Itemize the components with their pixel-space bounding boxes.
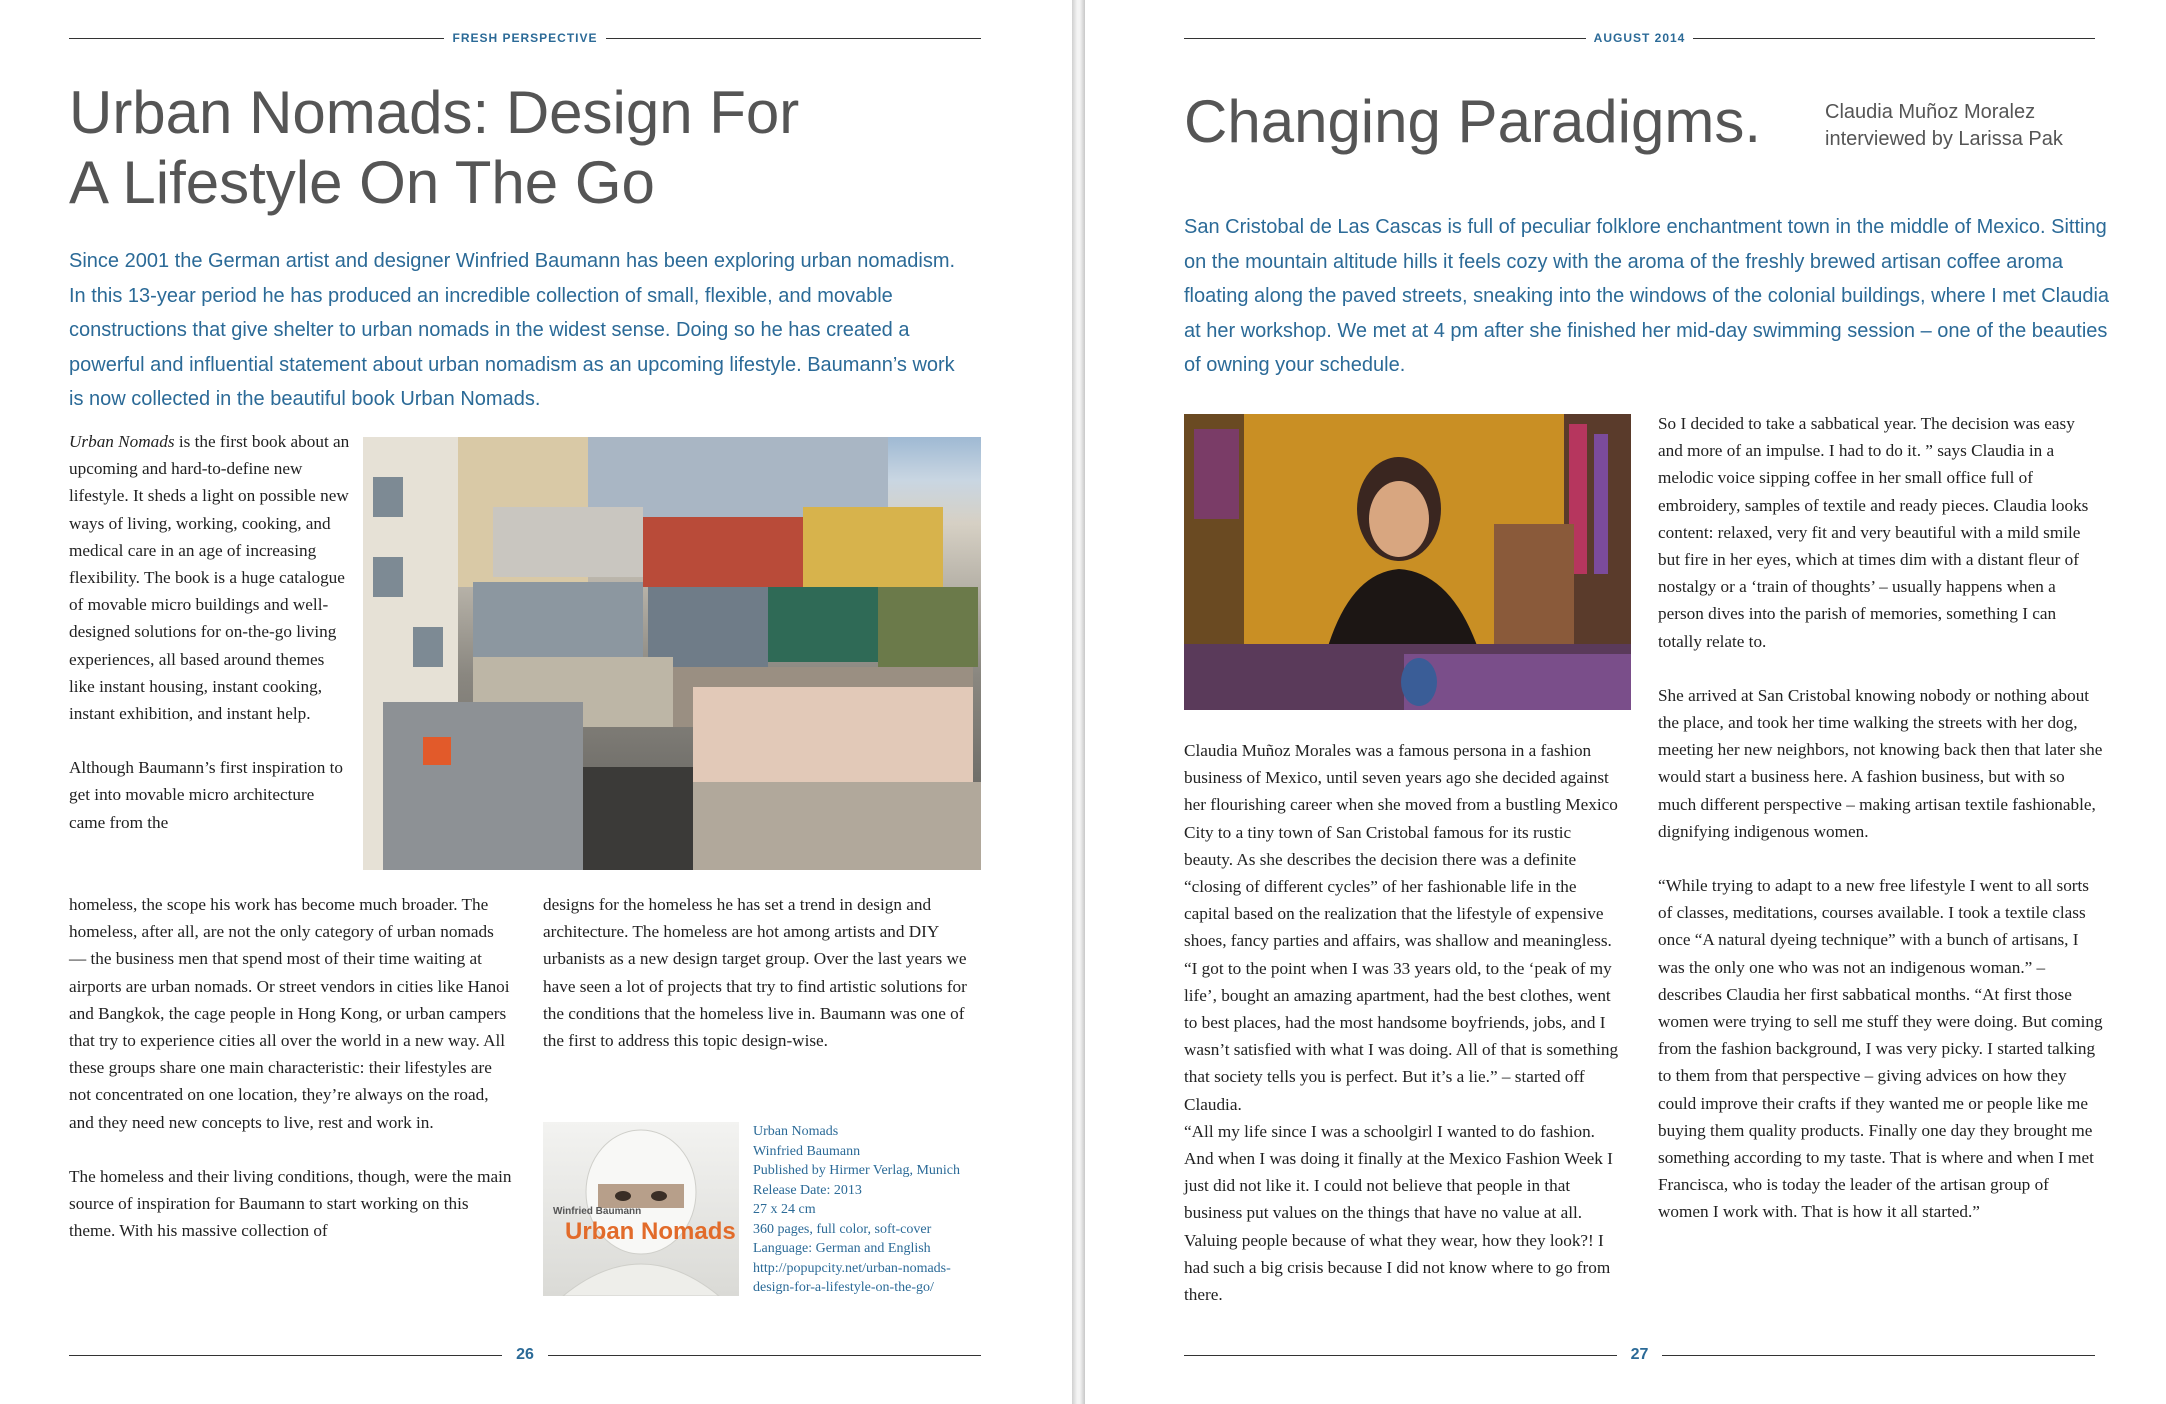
body-column-1 xyxy=(1184,737,1624,1308)
paragraph: “All my life since I was a schoolgirl I wanted to do fashion. And when I was doing it finally at the Mexico Fashion Week I just did not like it. I could not believe that people in that business put values on the things that have no value at all. Valuing people because of what they wear, how they look?! I had such a big crisis because I did not know where to go from there. xyxy=(1184,1121,1613,1305)
caption-line: Published by Hirmer Verlag, Munich xyxy=(753,1163,960,1178)
paragraph-text: is the first book about an upcoming and hard-to-define new lifestyle. It sheds a light on possible new ways of living, working, cooking, and medical care in an age of increasing flexibility. The book is a huge catalogue of movable micro buildings and well-designed solutions for on-the-go living experiences, all based around themes like instant housing, instant cooking, instant exhibition, and instant help. xyxy=(69,432,350,724)
headline-line: A Lifestyle On The Go xyxy=(69,148,655,216)
section-header xyxy=(1184,30,2095,46)
caption-line: Winfried Baumann xyxy=(753,1143,861,1159)
page-footer xyxy=(1184,1344,2095,1366)
body-column-1 xyxy=(69,891,514,1244)
body-column-2 xyxy=(1658,410,2103,1226)
left-page xyxy=(0,0,1072,1404)
section-label: AUGUST 2014 xyxy=(1593,31,1686,45)
paragraph: Although Baumann’s first inspiration to get into movable micro architecture came from the xyxy=(69,758,344,832)
paragraph: She arrived at San Cristobal knowing nobody or nothing about the place, and took her time walking the streets with her dog, meeting her new neighbors, not knowing back then that later she would start a business here. A fashion business, but with so much different perspective – making artisan textile fashionable, dignifying indigenous women. xyxy=(1658,685,2103,841)
paragraph: The homeless and their living conditions, though, were the main source of inspiration for Baumann to start working on this theme. With his massive collection of xyxy=(69,1166,512,1241)
page-footer xyxy=(69,1344,981,1366)
book-caption xyxy=(753,1122,1003,1298)
caption-line: Release Date: 2013 xyxy=(753,1182,862,1198)
section-header xyxy=(69,30,981,46)
claudia-portrait-photo xyxy=(1184,414,1631,710)
paragraph: Claudia Muñoz Morales was a famous persona in a fashion business of Mexico, until seven years ago she decided against her flourishing career when she moved from a bustling Mexico City to a tiny town of San Cristobal famous for its rustic beauty. As she describes the decision there was a definite “closing of different cycles” of her fashionable life in the capital based on the realization that the lifestyle of expensive shoes, fancy parties and affairs, was shallow and meaningless. “I got to the point when I was 33 years old, to the ‘peak of my life’, bought an amazing apartment, had the best clothes, went to best places, had the most handsome boyfriends, jobs, and I wasn’t satisfied with what I was doing. All of that is something that society tells you is perfect. But it’s a lie.” – started off Claudia. xyxy=(1184,741,1619,1114)
book-cover-title: Urban Nomads xyxy=(565,1218,736,1245)
caption-link[interactable]: design-for-a-lifestyle-on-the-go/ xyxy=(753,1280,934,1295)
caption-line: 360 pages, full color, soft-cover xyxy=(753,1221,932,1237)
byline-name: Claudia Muñoz Moralez xyxy=(1825,101,2036,123)
book-gutter xyxy=(1072,0,1085,1404)
portrait-illustration xyxy=(1184,414,1631,710)
article-lede: Since 2001 the German artist and designer Winfried Baumann has been exploring urban nomadism. In this 13-year period he has produced an incredible collection of small, flexible, and movable constructions that give shelter to urban nomads in the widest sense. Doing so he has created a powerful and influential statement about urban nomadism as an upcoming lifestyle. Baumann’s work is now collected in the beautiful book Urban Nomads. xyxy=(69,250,956,410)
byline-interviewer: interviewed by Larissa Pak xyxy=(1825,128,2063,150)
caption-line: 27 x 24 cm xyxy=(753,1202,816,1217)
paragraph xyxy=(69,428,354,727)
article-lede: San Cristobal de Las Cascas is full of peculiar folklore enchantment town in the middle of Mexico. Sitting on the mountain altitude hills it feels cozy with the aroma of the freshly brewed artisan coffee aroma floating along the paved streets, sneaking into the windows of the colonial buildings, where I met Claudia at her workshop. We met at 4 pm after she finished her mid-day swimming session – one of the beauties of owning your schedule. xyxy=(1184,216,2110,376)
paragraph: “While trying to adapt to a new free lifestyle I went to all sorts of classes, meditations, courses available. I took a textile class once “A natural dyeing technique” with a bunch of artisans, I was the only one who was not an indigenous woman.” – describes Claudia her first sabbatical months. “At first those women were trying to sell me stuff they were doing. But coming from the fashion background, I was very picky. I started talking to them from that perspective – giving advices on how they could improve their crafts if they wanted me or people like me buying them quality products. Finally one day they brought me something according to my taste. That is where and when I met Francisca, who is today the leader of the artisan group of women I work with. That is how it all started.” xyxy=(1658,876,2103,1222)
byline xyxy=(1825,99,2063,153)
book-cover-author: Winfried Baumann xyxy=(553,1206,642,1217)
urban-nomads-photo xyxy=(363,437,981,870)
paragraph: designs for the homeless he has set a trend in design and architecture. The homeless are hot among artists and DIY urbanists as a new design target group. Over the last years we have seen a lot of projects that try to find artistic solutions for the conditions that the homeless live in. Baumann was one of the first to address this topic design-wise. xyxy=(543,895,967,1051)
paragraph: homeless, the scope his work has become much broader. The homeless, after all, are not the only category of urban nomads — the business men that spend most of their time waiting at airports are urban nomads. Or street vendors in cities like Hanoi and Bangkok, the cage people in Hong Kong, or urban campers that try to experience cities all over the world in a new way. All these groups share one main characteristic: their lifestyles are not concentrated on one location, they’re always on the road, and they need new concepts to live, rest and work in. xyxy=(69,895,510,1132)
headline-line: Urban Nomads: Design For xyxy=(69,79,800,146)
section-label: FRESH PERSPECTIVE xyxy=(452,31,598,45)
page-number: 26 xyxy=(516,1346,534,1363)
book-cover-image xyxy=(543,1122,739,1296)
right-page xyxy=(1085,0,2166,1404)
book-title-italic: Urban Nomads xyxy=(69,432,175,451)
caption-line: Language: German and English xyxy=(753,1241,931,1256)
caption-line: Urban Nomads xyxy=(753,1124,839,1139)
caption-link[interactable]: http://popupcity.net/urban-nomads- xyxy=(753,1260,951,1276)
article-headline: Changing Paradigms. xyxy=(1184,88,1762,155)
paragraph: So I decided to take a sabbatical year. The decision was easy and more of an impulse. I had to do it. ” says Claudia in a melodic voice sipping coffee in her small office full of embroidery, samples of textile and ready pieces. Claudia looks content: relaxed, very fit and very beautiful with a mild smile but fire in her eyes, which at times dim with a distant fleur of nostalgy or a ‘train of thoughts’ – usually happens when a person dives into the parish of memories, something I can totally relate to. xyxy=(1658,414,2089,651)
page-number: 27 xyxy=(1630,1346,1649,1363)
body-column-2 xyxy=(543,891,988,1054)
body-column-narrow xyxy=(69,428,354,836)
article-headline xyxy=(69,78,799,217)
